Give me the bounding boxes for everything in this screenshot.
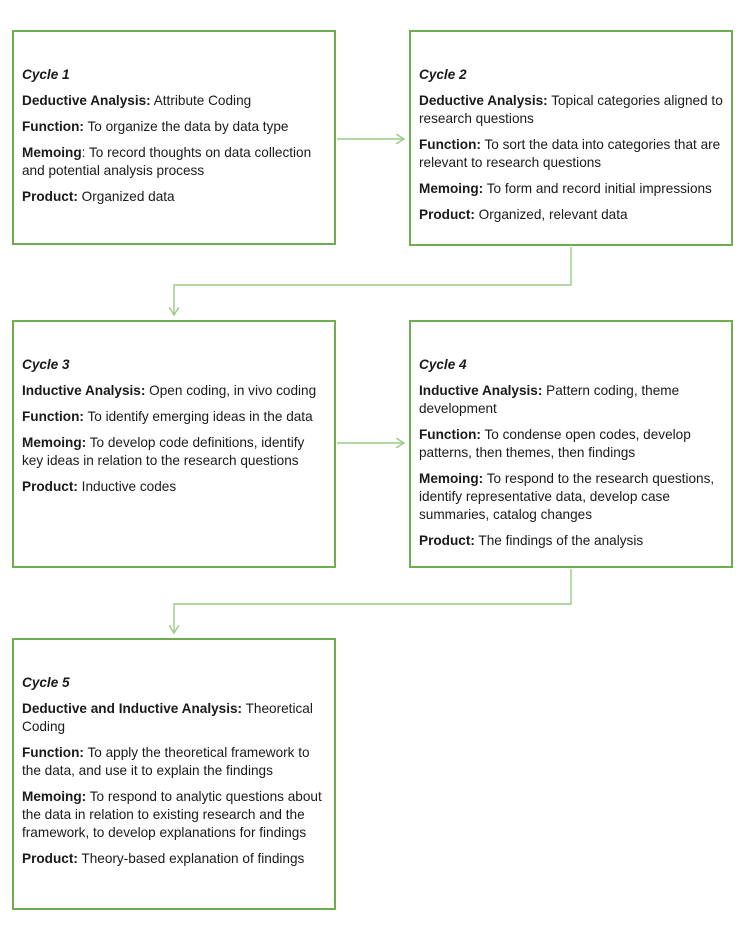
cycle-4-product-label: Product: — [419, 533, 475, 548]
cycle-1-function-text: To organize the data by data type — [83, 119, 289, 134]
cycle-4-analysis-text: Pattern coding, theme development — [419, 383, 680, 416]
cycle-4-product-text: The findings of the analysis — [474, 533, 644, 548]
cycle-3-product-label: Product: — [22, 479, 78, 494]
cycle-2-memoing — [419, 180, 723, 198]
cycle-1-title: Cycle 1 — [22, 67, 70, 82]
cycle-4-product — [419, 532, 723, 550]
cycle-5-analysis-text: Theoretical Coding — [22, 701, 313, 734]
cycle-5-product — [22, 850, 326, 868]
cycle-2-analysis — [419, 92, 723, 128]
cycle-5-product-label: Product: — [22, 851, 78, 866]
cycle-3-memoing-text: To develop code definitions, identify key ideas in relation to the research questions — [22, 435, 305, 468]
cycle-2-memoing-label: Memoing: — [419, 181, 484, 196]
cycle-4-memoing — [419, 470, 723, 524]
cycle-2-title: Cycle 2 — [419, 67, 467, 82]
cycle-1-function — [22, 118, 326, 136]
cycle-4-analysis — [419, 382, 723, 418]
cycle-5-title: Cycle 5 — [22, 675, 70, 690]
cycle-5-box — [12, 638, 336, 910]
cycle-5-function — [22, 744, 326, 780]
cycle-4-function-label: Function: — [419, 427, 481, 442]
cycle-4-memoing-text: To respond to the research questions, identify representative data, develop case summaries, catalog changes — [419, 471, 715, 522]
cycle-3-product-text: Inductive codes — [77, 479, 177, 494]
cycle-5-product-text: Theory-based explanation of findings — [77, 851, 305, 866]
cycle-1-box — [12, 30, 336, 245]
cycle-4-function — [419, 426, 723, 462]
cycle-2-product-text: Organized, relevant data — [474, 207, 628, 222]
cycle-3-analysis-text: Open coding, in vivo coding — [145, 383, 317, 398]
cycle-4-function-text: To condense open codes, develop patterns, then themes, then findings — [419, 427, 691, 460]
cycle-5-analysis — [22, 700, 326, 736]
cycle-1-product-text: Organized data — [77, 189, 175, 204]
cycle-1-memoing — [22, 144, 326, 180]
cycle-1-analysis — [22, 92, 326, 110]
cycle-3-product — [22, 478, 326, 496]
arrow-cycle2-to-cycle3 — [174, 247, 571, 315]
cycle-3-title: Cycle 3 — [22, 357, 70, 372]
cycle-2-function — [419, 136, 723, 172]
cycle-3-function-text: To identify emerging ideas in the data — [83, 409, 313, 424]
cycle-5-memoing — [22, 788, 326, 842]
cycle-3-memoing — [22, 434, 326, 470]
cycle-5-memoing-label: Memoing: — [22, 789, 87, 804]
cycle-1-function-label: Function: — [22, 119, 84, 134]
cycle-1-analysis-text: Attribute Coding — [150, 93, 252, 108]
cycle-5-memoing-text: To respond to analytic questions about the data in relation to existing research and the framework, to develop explanations for findings — [22, 789, 322, 840]
cycle-3-analysis — [22, 382, 326, 400]
cycle-5-analysis-label: Deductive and Inductive Analysis: — [22, 701, 243, 716]
cycle-2-box — [409, 30, 733, 246]
cycle-3-memoing-label: Memoing: — [22, 435, 87, 450]
cycle-1-memoing-label: Memoing — [22, 145, 82, 160]
cycle-1-memoing-text: : To record thoughts on data collection and potential analysis process — [22, 145, 312, 178]
cycle-2-product — [419, 206, 723, 224]
cycle-5-function-text: To apply the theoretical framework to the data, and use it to explain the findings — [22, 745, 310, 778]
cycle-4-analysis-label: Inductive Analysis: — [419, 383, 543, 398]
cycle-2-function-text: To sort the data into categories that are relevant to research questions — [419, 137, 721, 170]
cycle-2-product-label: Product: — [419, 207, 475, 222]
cycle-2-function-label: Function: — [419, 137, 481, 152]
cycle-2-analysis-label: Deductive Analysis: — [419, 93, 548, 108]
cycle-3-function-label: Function: — [22, 409, 84, 424]
cycle-3-box — [12, 320, 336, 568]
cycle-3-analysis-label: Inductive Analysis: — [22, 383, 146, 398]
cycle-4-title: Cycle 4 — [419, 357, 467, 372]
cycle-5-function-label: Function: — [22, 745, 84, 760]
arrow-cycle4-to-cycle5 — [174, 569, 571, 633]
cycle-1-product — [22, 188, 326, 206]
cycle-3-function — [22, 408, 326, 426]
cycle-1-product-label: Product: — [22, 189, 78, 204]
cycle-4-box — [409, 320, 733, 568]
cycle-1-analysis-label: Deductive Analysis: — [22, 93, 151, 108]
cycle-2-memoing-text: To form and record initial impressions — [483, 181, 712, 196]
cycle-4-memoing-label: Memoing: — [419, 471, 484, 486]
cycle-2-analysis-text: Topical categories aligned to research questions — [419, 93, 723, 126]
